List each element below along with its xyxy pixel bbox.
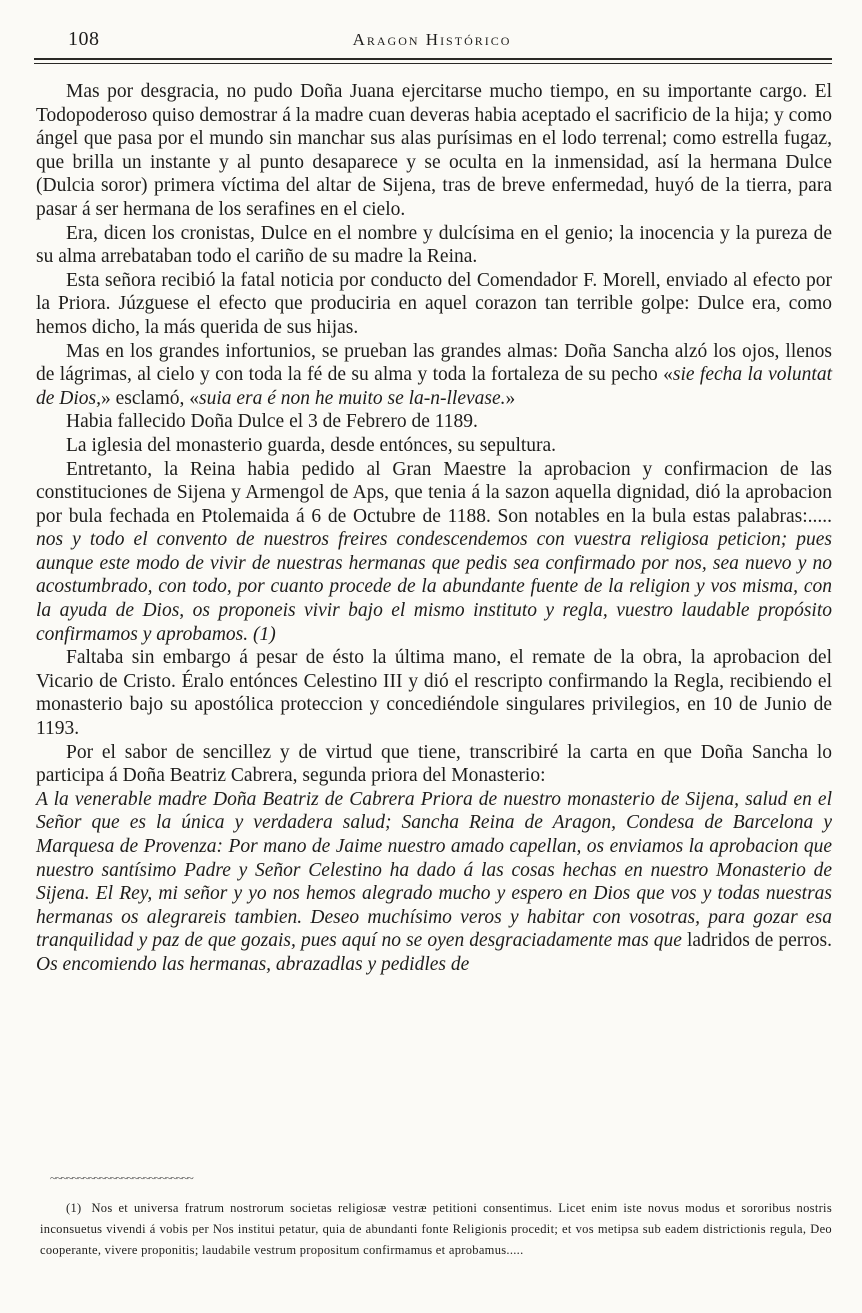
paragraph-text: Mas en los grandes infortunios, se prueban las grandes almas: Doña Sancha alzó los ojos, llenos de lágrimas, al cielo y con toda la fé de su alma y toda la fortaleza de su pecho « <box>36 340 832 386</box>
quotation-italic: sie fecha la voluntat de Dios, <box>36 364 833 409</box>
paragraph-infortunios <box>36 340 832 411</box>
paragraph-carta <box>36 788 832 977</box>
page-number: 108 <box>68 28 100 50</box>
running-title: Aragon Histórico <box>352 30 512 49</box>
paragraph-dulce-genio: Era, dicen los cronistas, Dulce en el nombre y dulcísima en el genio; la inocencia y la pureza de su alma arrebataban todo el cariño de su madre la Reina. <box>36 222 832 268</box>
paragraph-text: » <box>505 387 516 409</box>
paragraph-carta-intro: Por el sabor de sencillez y de virtud que tiene, transcribiré la carta en que Doña Sancha lo participa á Doña Beatriz Cabrera, segunda priora del Monasterio: <box>36 741 832 787</box>
paragraph-fallecido: Habia fallecido Doña Dulce el 3 de Febrero de 1189. <box>66 411 478 433</box>
paragraph-bula <box>36 458 832 647</box>
footnote <box>40 1198 832 1261</box>
footnote-separator-ornament: ~~~~~~~~~~~~~~~~~~~~~~~~~~ <box>50 1171 193 1185</box>
paragraph-juana: Mas por desgracia, no pudo Doña Juana ejercitarse mucho tiempo, en su importante cargo. El Todopoderoso quiso demostrar á la madre cuan deveras habia aceptado el sacrificio de la hija; y como ángel que pasa por el mundo sin manchar sus alas purísimas en el lodo terrenal; como estrella fugaz, que brilla un instante y al punto desaparece y se oculta en la inmensidad, así la hermana Dulce (Dulcia soror) primera víctima del altar de Sijena, tras de breve enfermedad, huyó de la tierra, para pasar á ser hermana de los serafines en el cielo. <box>36 81 832 220</box>
main-text <box>36 80 832 977</box>
paragraph-sepultura: La iglesia del monasterio guarda, desde entónces, su sepultura. <box>66 434 557 456</box>
paragraph-text: ladridos de perros. <box>687 930 832 952</box>
header-rule-thick <box>34 58 832 60</box>
footnote-mark: (1) <box>66 1201 82 1215</box>
letter-italic: A la venerable madre Doña Beatriz de Cabrera Priora de nuestro monasterio de Sijena, salud en el Señor que es la única y verdadera salud; Sancha Reina de Aragon, Condesa de Barcelona y Marquesa de Provenza: Por mano de Jaime nuestro amado capellan, os enviamos la aprobacion que nuestro santísimo Padre y Señor Celestino ha dado á las cosas hechas en nuestro Monasterio de Sijena. El Rey, mi señor y yo nos hemos alegrado mucho y espero en Dios que vos y todas nuestras hermanas os alegrareis tambien. Deseo muchísimo veros y habitar con vosotras, para gozar esa tranquilidad y paz de que gozais, pues aquí no se oyen desgraciadamente mas que <box>36 788 832 952</box>
paragraph-text: » esclamó, « <box>101 387 200 409</box>
footnote-text: Nos et universa fratrum nostrorum societas religiosæ vestræ petitioni consentimus. Licet enim iste novus modus et sororibus nostris inconsuetus vivendi á vobis per Nos institui petatur, quia de abundanti fonte Religionis procedit; et vos metipsa sub eadem districtionis regula, Deo cooperante, vivere proponitis; laudabile vestrum propositum confirmamus et aprobamus..... <box>40 1201 832 1257</box>
header-rule-thin <box>34 63 832 64</box>
paragraph-vicario: Faltaba sin embargo á pesar de ésto la última mano, el remate de la obra, la aprobacion del Vicario de Cristo. Éralo entónces Celestino III y dió el rescripto confirmando la Regla, recibiendo el monasterio bajo su apostólica proteccion y concediéndole singulares privilegios, en 10 de Junio de 1193. <box>36 647 832 740</box>
letter-italic: Os encomiendo las hermanas, abrazadlas y pedidles de <box>36 953 470 975</box>
bula-quotation-italic: nos y todo el convento de nuestros freires condescendemos con vuestra religiosa peticion; pues aunque este modo de vivir de nuestras hermanas que pedis sea confirmado por nos, sea nuevo y no acostumbrado, con todo, por cuanto procede de la abundante fuente de la religion y vos misma, con la ayuda de Dios, os proponeis vivir bajo el mismo instituto y regla, vuestro laudable propósito confirmamos y aprobamos. (1) <box>36 529 832 645</box>
page-header <box>38 26 826 54</box>
paragraph-noticia: Esta señora recibió la fatal noticia por conducto del Comendador F. Morell, enviado al efecto por la Priora. Júzguese el efecto que produciria en aquel corazon tan terrible golpe: Dulce era, como hemos dicho, la más querida de sus hijas. <box>36 269 832 338</box>
paragraph-text: Entretanto, la Reina habia pedido al Gran Maestre la aprobacion y confirmacion de las constituciones de Sijena y Armengol de Aps, que tenia á la sazon aquella dignidad, dió la aprobacion por bula fechada en Ptolemaida á 6 de Octubre de 1188. Son notables en la bula estas palabras:..... <box>36 458 832 527</box>
quotation-italic: suia era é non he muito se la-n-llevase. <box>199 387 506 409</box>
